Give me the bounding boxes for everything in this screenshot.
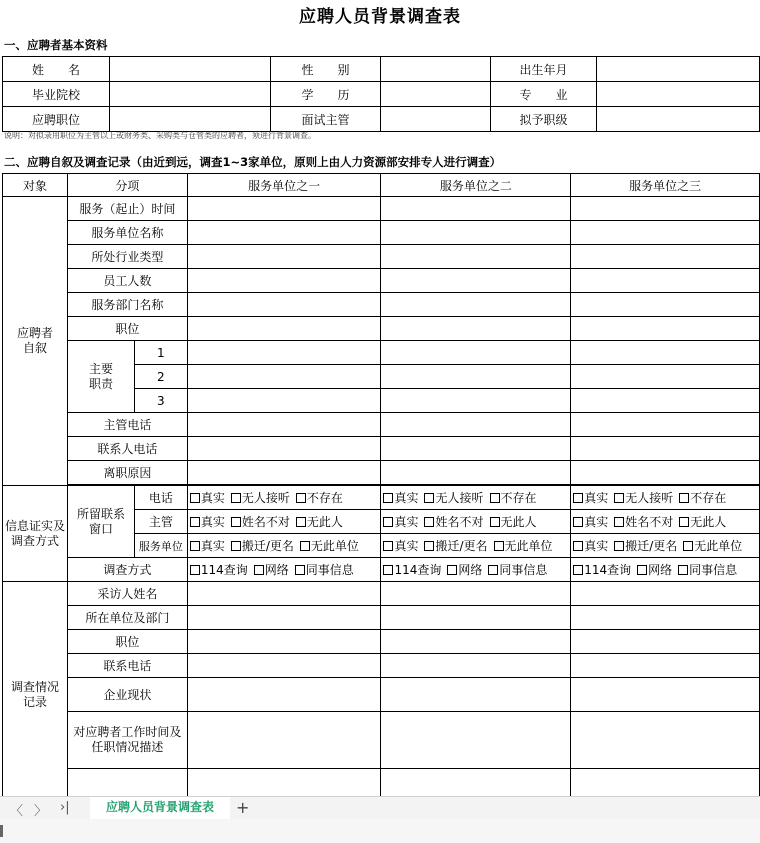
cell-record-job-2[interactable] (381, 630, 571, 654)
cell-job-2[interactable] (381, 317, 571, 341)
checkbox[interactable] (447, 565, 457, 575)
checkbox[interactable] (296, 517, 306, 527)
row-period-label: 服务（起止）时间 (68, 197, 188, 221)
label-birth: 出生年月 (491, 57, 597, 82)
row-reason-label: 离职原因 (68, 461, 188, 485)
label-proposed-level: 拟予职级 (491, 107, 597, 132)
verify-phone-options-2[interactable]: 真实 无人接听 不存在 (381, 486, 571, 510)
cell-supervisor-phone-1[interactable] (187, 413, 381, 437)
cell-contact-phone-3[interactable] (571, 437, 760, 461)
cell-record-job-3[interactable] (571, 630, 760, 654)
record-interviewee-label: 采访人姓名 (68, 582, 188, 606)
cell-period-3[interactable] (571, 197, 760, 221)
checkbox[interactable] (190, 565, 200, 575)
cell-unit-dept-2[interactable] (381, 606, 571, 630)
cell-contact-phone-1[interactable] (187, 437, 381, 461)
row-staff-label: 员工人数 (68, 269, 188, 293)
survey-table (2, 173, 760, 796)
header-item: 分项 (68, 174, 188, 197)
cell-description-2[interactable] (381, 712, 571, 769)
cell-dept-3[interactable] (571, 293, 760, 317)
value-major[interactable] (597, 82, 760, 107)
cell-interviewee-3[interactable] (571, 582, 760, 606)
checkbox[interactable] (573, 517, 583, 527)
cell-description-3[interactable] (571, 712, 760, 769)
label-position: 应聘职位 (3, 107, 110, 132)
cell-staff-2[interactable] (381, 269, 571, 293)
checkbox[interactable] (614, 541, 624, 551)
verify-unit-options-3[interactable]: 真实 搬迁/更名 无此单位 (571, 534, 760, 558)
group-verification: 信息证实及调查方式 (3, 486, 68, 582)
cell-duty2-2[interactable] (381, 365, 571, 389)
value-education[interactable] (381, 82, 491, 107)
sheet-tab-active[interactable]: 应聘人员背景调查表 (90, 797, 230, 821)
survey-method-label: 调查方式 (68, 558, 188, 582)
contact-window-label: 所留联系窗口 (68, 486, 135, 558)
cell-supervisor-phone-3[interactable] (571, 413, 760, 437)
row-job-label: 职位 (68, 317, 188, 341)
checkbox[interactable] (190, 493, 200, 503)
label-gender: 性 别 (271, 57, 381, 82)
cell-staff-1[interactable] (187, 269, 381, 293)
checkbox[interactable] (231, 541, 241, 551)
section-survey-heading: 二、应聘自叙及调查记录（由近到远，调查1~3家单位，原则上由人力资源部安排专人进行调查） (4, 155, 502, 169)
cell-company-status-1[interactable] (187, 678, 381, 712)
row-duties-label: 主要职责 (68, 341, 135, 413)
record-phone-label: 联系电话 (68, 654, 188, 678)
value-school[interactable] (110, 82, 271, 107)
header-unit-2: 服务单位之二 (381, 174, 571, 197)
checkbox[interactable] (383, 517, 393, 527)
status-indicator (0, 825, 3, 837)
duty-number-1: 1 (134, 341, 187, 365)
cell-reason-1[interactable] (187, 461, 381, 485)
cell-interviewee-2[interactable] (381, 582, 571, 606)
checkbox[interactable] (573, 565, 583, 575)
cell-industry-1[interactable] (187, 245, 381, 269)
cell-industry-2[interactable] (381, 245, 571, 269)
cell-record-phone-3[interactable] (571, 654, 760, 678)
section-basic-heading: 一、应聘者基本资料 (4, 38, 108, 52)
cell-company-status-2[interactable] (381, 678, 571, 712)
cell-extra-3[interactable] (571, 769, 760, 797)
checkbox[interactable] (383, 493, 393, 503)
cell-description-1[interactable] (187, 712, 381, 769)
header-unit-1: 服务单位之一 (187, 174, 381, 197)
verify-supervisor-options-3[interactable]: 真实 姓名不对 无此人 (571, 510, 760, 534)
note-text: 说明：对拟录用职位为主管以上或财务类、采购类与仓管类的应聘者，须进行背景调查。 (4, 131, 316, 140)
cell-company-status-3[interactable] (571, 678, 760, 712)
cell-duty3-1[interactable] (187, 389, 381, 413)
cell-staff-3[interactable] (571, 269, 760, 293)
cell-duty1-3[interactable] (571, 341, 760, 365)
survey-method-options-2[interactable]: 114查询 网络 同事信息 (381, 558, 571, 582)
cell-period-2[interactable] (381, 197, 571, 221)
cell-interviewee-1[interactable] (187, 582, 381, 606)
cell-reason-3[interactable] (571, 461, 760, 485)
cell-unit-name-1[interactable] (187, 221, 381, 245)
verify-phone-options-3[interactable]: 真实 无人接听 不存在 (571, 486, 760, 510)
checkbox[interactable] (295, 565, 305, 575)
cell-contact-phone-2[interactable] (381, 437, 571, 461)
cell-unit-dept-1[interactable] (187, 606, 381, 630)
verify-phone-label: 电话 (134, 486, 187, 510)
value-interviewer[interactable] (381, 107, 491, 132)
cell-job-3[interactable] (571, 317, 760, 341)
cell-period-1[interactable] (187, 197, 381, 221)
cell-dept-2[interactable] (381, 293, 571, 317)
row-unit-name-label: 服务单位名称 (68, 221, 188, 245)
cell-record-phone-2[interactable] (381, 654, 571, 678)
checkbox[interactable] (494, 541, 504, 551)
value-gender[interactable] (381, 57, 491, 82)
last-sheet-icon[interactable]: ›| (60, 800, 70, 815)
verify-supervisor-options-1[interactable]: 真实 姓名不对 无此人 (187, 510, 381, 534)
first-sheet-icon[interactable]: 〈 (10, 804, 24, 819)
cell-duty2-1[interactable] (187, 365, 381, 389)
verify-unit-options-1[interactable]: 真实 搬迁/更名 无此单位 (187, 534, 381, 558)
duty-number-2: 2 (134, 365, 187, 389)
cell-reason-2[interactable] (381, 461, 571, 485)
checkbox[interactable] (488, 565, 498, 575)
status-bar (0, 819, 760, 843)
checkbox[interactable] (614, 517, 624, 527)
checkbox[interactable] (300, 541, 310, 551)
label-education: 学 历 (271, 82, 381, 107)
sheet-tab-bar (0, 796, 760, 819)
label-name: 姓 名 (3, 57, 110, 82)
label-interviewer: 面试主管 (271, 107, 381, 132)
cell-duty3-3[interactable] (571, 389, 760, 413)
record-extra-label (68, 769, 188, 797)
cell-supervisor-phone-2[interactable] (381, 413, 571, 437)
record-unit-dept-label: 所在单位及部门 (68, 606, 188, 630)
group-self-statement: 应聘者自叙 (3, 197, 68, 486)
checkbox[interactable] (190, 541, 200, 551)
cell-unit-name-2[interactable] (381, 221, 571, 245)
verify-supervisor-label: 主管 (134, 510, 187, 534)
duty-number-3: 3 (134, 389, 187, 413)
checkbox[interactable] (614, 493, 624, 503)
basic-info-table (2, 56, 760, 132)
value-proposed-level[interactable] (597, 107, 760, 132)
row-industry-label: 所处行业类型 (68, 245, 188, 269)
cell-dept-1[interactable] (187, 293, 381, 317)
checkbox[interactable] (254, 565, 264, 575)
cell-job-1[interactable] (187, 317, 381, 341)
row-contact-phone-label: 联系人电话 (68, 437, 188, 461)
header-unit-3: 服务单位之三 (571, 174, 760, 197)
checkbox[interactable] (231, 493, 241, 503)
cell-extra-1[interactable] (187, 769, 381, 797)
row-dept-label: 服务部门名称 (68, 293, 188, 317)
header-object: 对象 (3, 174, 68, 197)
checkbox[interactable] (383, 541, 393, 551)
cell-extra-2[interactable] (381, 769, 571, 797)
checkbox[interactable] (490, 517, 500, 527)
record-job-label: 职位 (68, 630, 188, 654)
checkbox[interactable] (383, 565, 393, 575)
cell-unit-name-3[interactable] (571, 221, 760, 245)
verify-phone-options-1[interactable]: 真实 无人接听 不存在 (187, 486, 381, 510)
record-description-label: 对应聘者工作时间及任职情况描述 (68, 712, 188, 769)
checkbox[interactable] (678, 565, 688, 575)
row-supervisor-phone-label: 主管电话 (68, 413, 188, 437)
checkbox[interactable] (424, 541, 434, 551)
cell-unit-dept-3[interactable] (571, 606, 760, 630)
checkbox[interactable] (637, 565, 647, 575)
verify-unit-label: 服务单位 (134, 534, 187, 558)
checkbox[interactable] (190, 517, 200, 527)
checkbox[interactable] (573, 541, 583, 551)
survey-method-options-3[interactable]: 114查询 网络 同事信息 (571, 558, 760, 582)
checkbox[interactable] (424, 493, 434, 503)
value-position[interactable] (110, 107, 271, 132)
verify-supervisor-options-2[interactable]: 真实 姓名不对 无此人 (381, 510, 571, 534)
cell-record-phone-1[interactable] (187, 654, 381, 678)
form-title: 应聘人员背景调查表 (299, 7, 461, 27)
survey-method-options-1[interactable]: 114查询 网络 同事信息 (187, 558, 381, 582)
verify-unit-options-2[interactable]: 真实 搬迁/更名 无此单位 (381, 534, 571, 558)
cell-duty2-3[interactable] (571, 365, 760, 389)
next-sheet-icon[interactable]: 〉 (34, 804, 48, 819)
cell-record-job-1[interactable] (187, 630, 381, 654)
checkbox[interactable] (683, 541, 693, 551)
checkbox[interactable] (573, 493, 583, 503)
cell-duty1-2[interactable] (381, 341, 571, 365)
checkbox[interactable] (296, 493, 306, 503)
checkbox[interactable] (490, 493, 500, 503)
record-company-status-label: 企业现状 (68, 678, 188, 712)
cell-duty1-1[interactable] (187, 341, 381, 365)
cell-duty3-2[interactable] (381, 389, 571, 413)
checkbox[interactable] (424, 517, 434, 527)
add-sheet-icon[interactable]: + (236, 798, 250, 817)
group-survey-record: 调查情况记录 (3, 582, 68, 797)
checkbox[interactable] (679, 493, 689, 503)
value-name[interactable] (110, 57, 271, 82)
cell-industry-3[interactable] (571, 245, 760, 269)
checkbox[interactable] (231, 517, 241, 527)
checkbox[interactable] (679, 517, 689, 527)
label-major: 专 业 (491, 82, 597, 107)
value-birth[interactable] (597, 57, 760, 82)
label-school: 毕业院校 (3, 82, 110, 107)
